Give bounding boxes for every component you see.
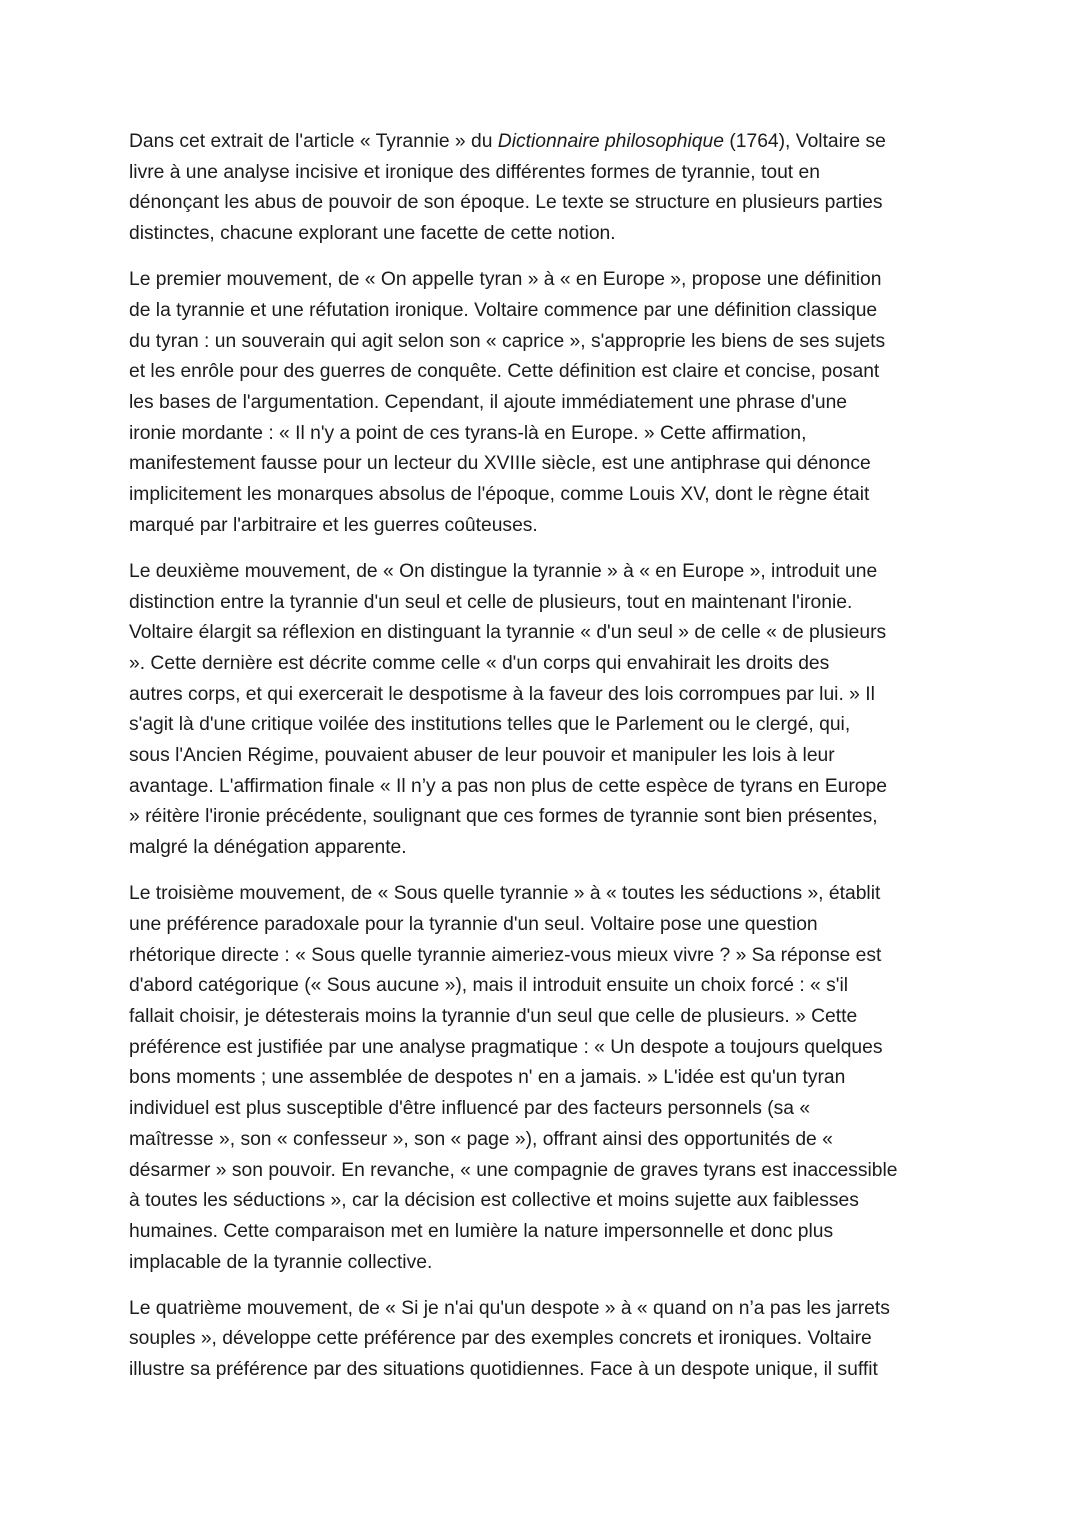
document-page xyxy=(129,127,959,1401)
text-line: et les enrôle pour des guerres de conquête. Cette définition est claire et concise, posant xyxy=(129,361,880,383)
text-line: Le premier mouvement, de « On appelle tyran » à « en Europe », propose une définition xyxy=(129,269,882,291)
text-line: Voltaire élargit sa réflexion en distinguant la tyrannie « d'un seul » de celle « de plusieurs xyxy=(129,622,887,644)
text-line: à toutes les séductions », car la décision est collective et moins sujette aux faiblesses xyxy=(129,1190,859,1212)
text-line: bons moments ; une assemblée de despotes n' en a jamais. » L'idée est qu'un tyran xyxy=(129,1067,846,1089)
paragraph-mouvement-2 xyxy=(129,557,959,864)
text-line: malgré la dénégation apparente. xyxy=(129,837,407,859)
text-line: ironie mordante : « Il n'y a point de ces tyrans-là en Europe. » Cette affirmation, xyxy=(129,422,807,444)
text-line: rhétorique directe : « Sous quelle tyrannie aimeriez-vous mieux vivre ? » Sa réponse est xyxy=(129,944,882,966)
paragraph-mouvement-1 xyxy=(129,265,959,541)
text-line: livre à une analyse incisive et ironique des différentes formes de tyrannie, tout en xyxy=(129,161,820,183)
text-line: les bases de l'argumentation. Cependant, il ajoute immédiatement une phrase d'une xyxy=(129,392,848,413)
text-segment: (1764), Voltaire se xyxy=(723,131,886,152)
text-line: souples », développe cette préférence par des exemples concrets et ironiques. Voltaire xyxy=(129,1328,872,1350)
text-line: Le quatrième mouvement, de « Si je n'ai qu'un despote » à « quand on n’a pas les jarrets xyxy=(129,1297,890,1319)
text-line xyxy=(129,127,959,158)
text-line: d'abord catégorique (« Sous aucune »), mais il introduit ensuite un choix forcé : « s'il xyxy=(129,975,849,997)
text-line: Le troisième mouvement, de « Sous quelle tyrannie » à « toutes les séductions », établit xyxy=(129,883,881,905)
paragraph-mouvement-4 xyxy=(129,1294,959,1386)
text-line: désarmer » son pouvoir. En revanche, « une compagnie de graves tyrans est inaccessible xyxy=(129,1159,898,1181)
text-line: » réitère l'ironie précédente, soulignant que ces formes de tyrannie sont bien présentes, xyxy=(129,806,878,828)
paragraph-introduction xyxy=(129,127,959,250)
text-segment: Dans cet extrait de l'article « Tyrannie » du xyxy=(129,131,498,152)
text-line: manifestement fausse pour un lecteur du XVIIIe siècle, est une antiphrase qui dénonce xyxy=(129,453,871,475)
text-line: s'agit là d'une critique voilée des institutions telles que le Parlement ou le clergé, qui, xyxy=(129,714,851,736)
text-line: avantage. L'affirmation finale « Il n’y a pas non plus de cette espèce de tyrans en Europe xyxy=(129,775,887,797)
text-line: autres corps, et qui exercerait le despotisme à la faveur des lois corrompues par lui. » Il xyxy=(129,683,875,705)
text-line: du tyran : un souverain qui agit selon son « caprice », s'approprie les biens de ses sujets xyxy=(129,330,886,352)
text-line: individuel est plus susceptible d'être influencé par des facteurs personnels (sa « xyxy=(129,1098,811,1120)
text-line: dénonçant les abus de pouvoir de son époque. Le texte se structure en plusieurs parties xyxy=(129,192,883,214)
text-line: préférence est justifiée par une analyse pragmatique : « Un despote a toujours quelques xyxy=(129,1036,883,1058)
text-line: une préférence paradoxale pour la tyrannie d'un seul. Voltaire pose une question xyxy=(129,914,818,935)
text-line: implacable de la tyrannie collective. xyxy=(129,1251,433,1273)
text-line: maîtresse », son « confesseur », son « page »), offrant ainsi des opportunités de « xyxy=(129,1128,833,1150)
paragraph-mouvement-3 xyxy=(129,879,959,1278)
text-line: fallait choisir, je détesterais moins la tyrannie d'un seul que celle de plusieurs. » Cette xyxy=(129,1006,858,1028)
text-line: marqué par l'arbitraire et les guerres coûteuses. xyxy=(129,514,538,536)
text-line: Le deuxième mouvement, de « On distingue la tyrannie » à « en Europe », introduit une xyxy=(129,560,878,582)
text-line: ». Cette dernière est décrite comme celle « d'un corps qui envahirait les droits des xyxy=(129,653,830,674)
text-line: implicitement les monarques absolus de l'époque, comme Louis XV, dont le règne était xyxy=(129,484,870,506)
text-line: illustre sa préférence par des situations quotidiennes. Face à un despote unique, il suffit xyxy=(129,1359,878,1381)
text-line: sous l'Ancien Régime, pouvaient abuser de leur pouvoir et manipuler les lois à leur xyxy=(129,745,835,767)
text-line: distinction entre la tyrannie d'un seul et celle de plusieurs, tout en maintenant l'ironie. xyxy=(129,591,853,613)
book-title: Dictionnaire philosophique xyxy=(497,131,724,152)
text-line: distinctes, chacune explorant une facette de cette notion. xyxy=(129,223,616,245)
text-line: de la tyrannie et une réfutation ironique. Voltaire commence par une définition classique xyxy=(129,299,878,321)
text-line: humaines. Cette comparaison met en lumière la nature impersonnelle et donc plus xyxy=(129,1220,834,1242)
